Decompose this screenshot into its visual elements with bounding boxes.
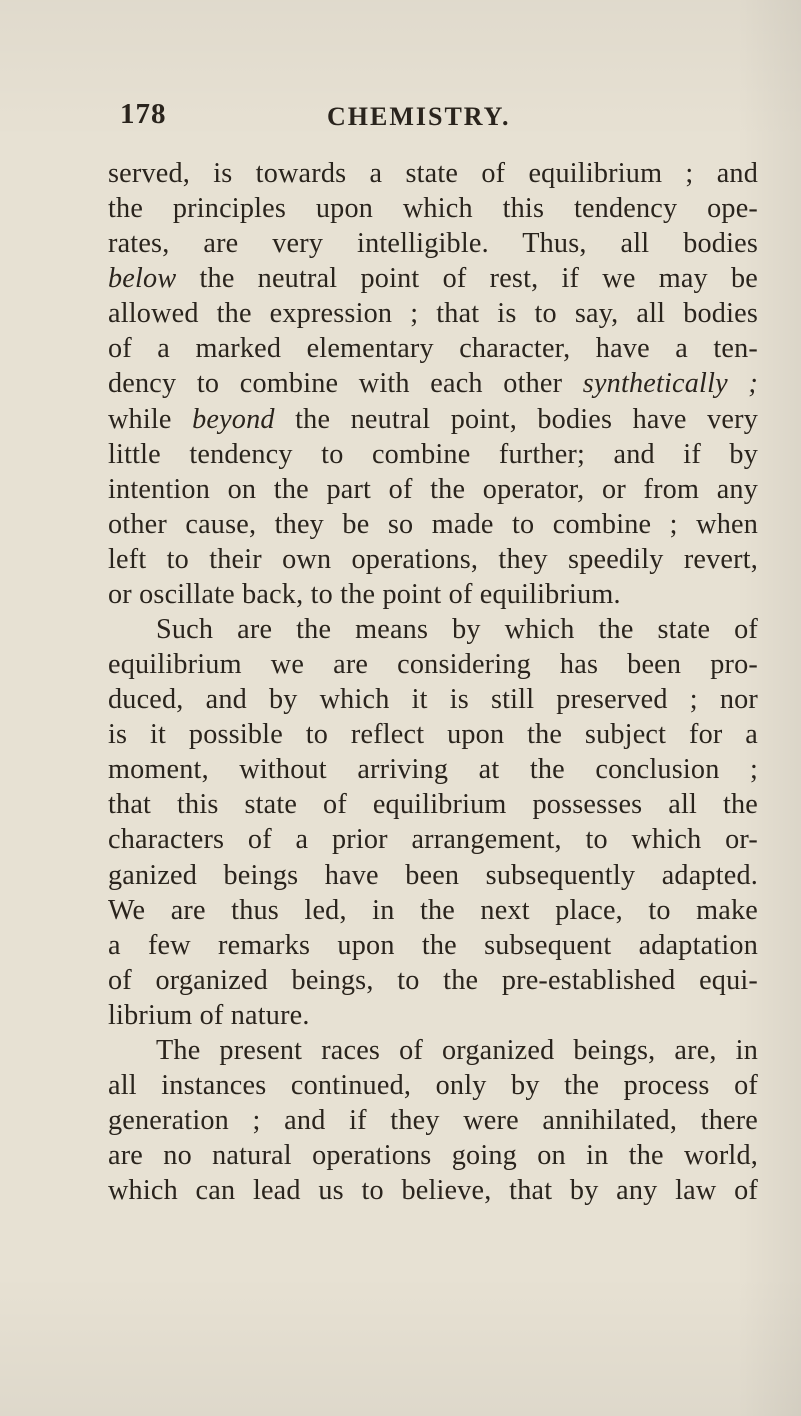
- text-line-8-start: while: [108, 403, 193, 435]
- text-line-4-rest: the neutral point of rest, if we may be: [176, 263, 758, 295]
- body-text: [108, 156, 758, 1208]
- text-line-9: little tendency to combine further; and if by: [108, 438, 758, 470]
- text-line-7: [108, 366, 758, 401]
- text-line-14: Such are the means by which the state of: [156, 614, 758, 646]
- text-line-7-start: dency to combine with each other: [108, 368, 583, 400]
- text-line-5: allowed the expression ; that is to say, all bodies: [108, 298, 758, 330]
- text-line-1: served, is towards a state of equilibrium ; and: [108, 158, 758, 189]
- text-line-29: are no natural operations going on in the world,: [108, 1140, 758, 1172]
- text-line-26: The present races of organized beings, are, in: [156, 1034, 758, 1066]
- text-line-6: of a marked elementary character, have a ten-: [108, 333, 758, 365]
- text-line-8-rest: the neutral point, bodies have very: [274, 403, 758, 435]
- text-line-3: rates, are very intelligible. Thus, all bodies: [108, 228, 758, 260]
- text-line-20: characters of a prior arrangement, to which or-: [108, 824, 758, 856]
- text-line-24: of organized beings, to the pre-established equi-: [108, 964, 758, 996]
- text-line-16: duced, and by which it is still preserved ; nor: [108, 684, 758, 716]
- italic-word-synthetically: synthetically ;: [582, 368, 758, 400]
- text-line-28: generation ; and if they were annihilated, there: [108, 1105, 758, 1137]
- italic-word-below: below: [108, 263, 177, 295]
- text-line-10: intention on the part of the operator, or from any: [108, 473, 758, 505]
- text-line-22: We are thus led, in the next place, to make: [108, 894, 758, 926]
- running-title: CHEMISTRY.: [327, 102, 511, 131]
- running-head: [0, 98, 801, 138]
- text-line-17: is it possible to reflect upon the subject for a: [108, 719, 758, 751]
- text-line-19: that this state of equilibrium possesses all the: [108, 789, 758, 821]
- text-line-15: equilibrium we are considering has been pro-: [108, 649, 758, 681]
- text-line-12: left to their own operations, they speedily revert,: [108, 543, 758, 575]
- text-line-27: all instances continued, only by the process of: [108, 1070, 758, 1102]
- italic-word-beyond: beyond: [192, 403, 275, 435]
- text-line-18: moment, without arriving at the conclusion ;: [108, 754, 758, 786]
- text-line-30: which can lead us to believe, that by any law of: [108, 1175, 758, 1207]
- text-line-2: the principles upon which this tendency ope-: [108, 193, 758, 225]
- page-number: 178: [120, 98, 167, 130]
- text-line-23: a few remarks upon the subsequent adaptation: [108, 929, 758, 961]
- text-line-13: or oscillate back, to the point of equilibrium.: [108, 578, 621, 610]
- text-line-4: [108, 261, 758, 296]
- text-line-8: [108, 402, 758, 437]
- text-line-11: other cause, they be so made to combine ; when: [108, 508, 758, 540]
- text-line-25: librium of nature.: [108, 999, 310, 1031]
- text-line-21: ganized beings have been subsequently adapted.: [108, 859, 758, 891]
